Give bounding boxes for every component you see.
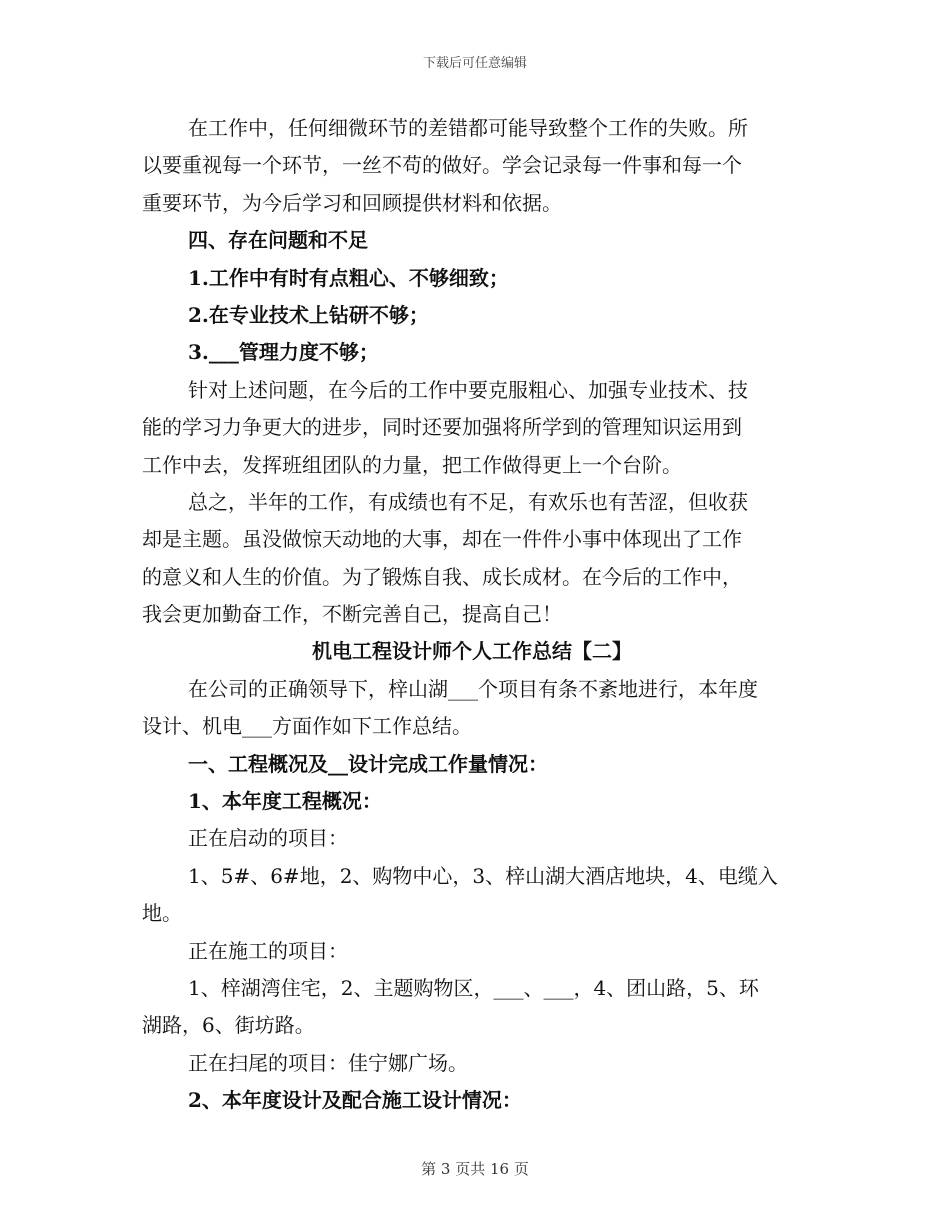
- paragraph-line: 正在施工的项目：: [188, 938, 348, 963]
- paragraph-line: 1、5#、6#地，2、购物中心，3、梓山湖大酒店地块，4、电缆入: [188, 863, 778, 888]
- paragraph-line: 以要重视每一个环节，一丝不苟的做好。学会记录每一件事和每一个: [142, 153, 742, 178]
- paragraph-line: 地。: [142, 901, 182, 926]
- paragraph-line: 设计、机电___方面作如下工作总结。: [142, 714, 472, 739]
- paragraph-line: 重要环节，为今后学习和回顾提供材料和依据。: [142, 190, 562, 215]
- paragraph-line: 工作中去，发挥班组团队的力量，把工作做得更上一个台阶。: [142, 452, 682, 477]
- list-item: 1.工作中有时有点粗心、不够细致；: [188, 265, 509, 290]
- subsection-heading: 1、本年度工程概况：: [188, 789, 382, 814]
- section-heading: 一、工程概况及__设计完成工作量情况：: [188, 751, 548, 776]
- document-body: [142, 110, 802, 1120]
- paragraph-line: 总之，半年的工作，有成绩也有不足，有欢乐也有苦涩，但收获: [188, 489, 748, 514]
- page-header: 下载后可任意编辑: [422, 56, 527, 71]
- paragraph-line: 却是主题。虽没做惊天动地的大事，却在一件件小事中体现出了工作: [142, 527, 742, 552]
- paragraph-line: 正在启动的项目：: [188, 826, 348, 851]
- paragraph-line: 在公司的正确领导下，梓山湖___个项目有条不紊地进行，本年度: [188, 676, 758, 701]
- list-item: 3.___管理力度不够；: [188, 340, 379, 365]
- page-footer: 第 3 页共 16 页: [421, 1160, 529, 1178]
- paragraph-line: 1、梓湖湾住宅，2、主题购物区，___、___，4、团山路，5、环: [188, 975, 759, 1000]
- paragraph-line: 我会更加勤奋工作，不断完善自己，提高自己！: [142, 602, 562, 627]
- paragraph-line: 能的学习力争更大的进步，同时还要加强将所学到的管理知识运用到: [142, 415, 742, 440]
- section-heading: 四、存在问题和不足: [188, 228, 368, 253]
- paragraph-line: 针对上述问题，在今后的工作中要克服粗心、加强专业技术、技: [188, 377, 748, 402]
- paragraph-line: 在工作中，任何细微环节的差错都可能导致整个工作的失败。所: [188, 116, 748, 140]
- paragraph-line: 湖路，6、街坊路。: [142, 1013, 315, 1038]
- document-title: 机电工程设计师个人工作总结【二】: [312, 639, 632, 664]
- subsection-heading: 2、本年度设计及配合施工设计情况：: [188, 1088, 522, 1113]
- paragraph-line: 的意义和人生的价值。为了锻炼自我、成长成材。在今后的工作中，: [142, 564, 742, 589]
- paragraph-line: 正在扫尾的项目：佳宁娜广场。: [188, 1050, 468, 1075]
- list-item: 2.在专业技术上钻研不够；: [188, 302, 429, 327]
